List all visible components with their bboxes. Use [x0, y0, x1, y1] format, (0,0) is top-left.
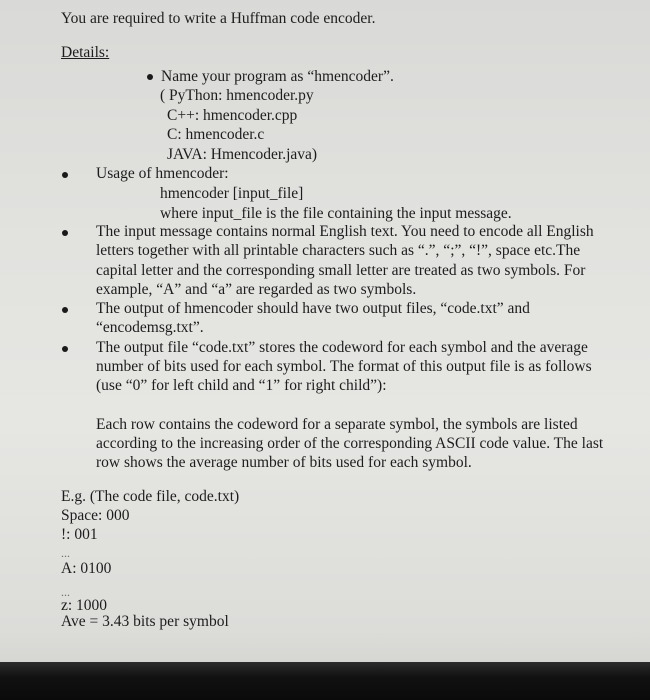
- example-ellipsis: ...: [61, 546, 70, 560]
- bullet-dot: [62, 172, 68, 178]
- example-code-line: !: 001: [61, 526, 98, 543]
- example-code-line: A: 0100: [61, 560, 112, 577]
- details-heading: Details:: [61, 44, 110, 61]
- example-ellipsis: ...: [61, 585, 70, 599]
- usage-heading: Usage of hmencoder:: [96, 165, 229, 182]
- bullet-dot: [62, 307, 68, 313]
- input-paragraph-line: The input message contains normal English text. You need to encode all English: [96, 223, 594, 240]
- example-average: Ave = 3.43 bits per symbol: [61, 613, 229, 630]
- program-name-line: Name your program as “hmencoder”.: [161, 68, 394, 85]
- assignment-title: You are required to write a Huffman code encoder.: [61, 10, 376, 27]
- usage-command: hmencoder [input_file]: [160, 185, 304, 202]
- cpp-filename: C++: hmencoder.cpp: [167, 107, 298, 124]
- rows-paragraph-line: row shows the average number of bits used for each symbol.: [96, 454, 472, 471]
- bullet-dot: [147, 74, 153, 80]
- bullet-dot: [62, 346, 68, 352]
- input-paragraph-line: capital letter and the corresponding small letter are treated as two symbols. For: [96, 262, 586, 279]
- example-code-line: z: 1000: [61, 597, 108, 614]
- codefile-paragraph-line: The output file “code.txt” stores the codeword for each symbol and the average: [96, 339, 588, 356]
- example-code-line: Space: 000: [61, 507, 130, 524]
- output-paragraph-line: “encodemsg.txt”.: [96, 319, 204, 336]
- java-filename: JAVA: Hmencoder.java): [167, 146, 318, 163]
- example-heading: E.g. (The code file, code.txt): [61, 488, 240, 505]
- output-paragraph-line: The output of hmencoder should have two output files, “code.txt” and: [96, 300, 530, 317]
- python-filename: ( PyThon: hmencoder.py: [160, 87, 314, 104]
- codefile-paragraph-line: (use “0” for left child and “1” for right child”):: [96, 377, 387, 394]
- bullet-dot: [62, 230, 68, 236]
- input-paragraph-line: example, “A” and “a” are regarded as two symbols.: [96, 281, 417, 298]
- usage-where: where input_file is the file containing the input message.: [160, 205, 512, 222]
- codefile-paragraph-line: number of bits used for each symbol. The format of this output file is as follows: [96, 358, 592, 375]
- c-filename: C: hmencoder.c: [167, 126, 265, 143]
- rows-paragraph-line: Each row contains the codeword for a separate symbol, the symbols are listed: [96, 416, 578, 433]
- input-paragraph-line: letters together with all printable characters such as “.”, “;”, “!”, space etc.The: [96, 242, 581, 259]
- screen-bezel: [0, 662, 650, 700]
- rows-paragraph-line: according to the increasing order of the corresponding ASCII code value. The last: [96, 435, 604, 452]
